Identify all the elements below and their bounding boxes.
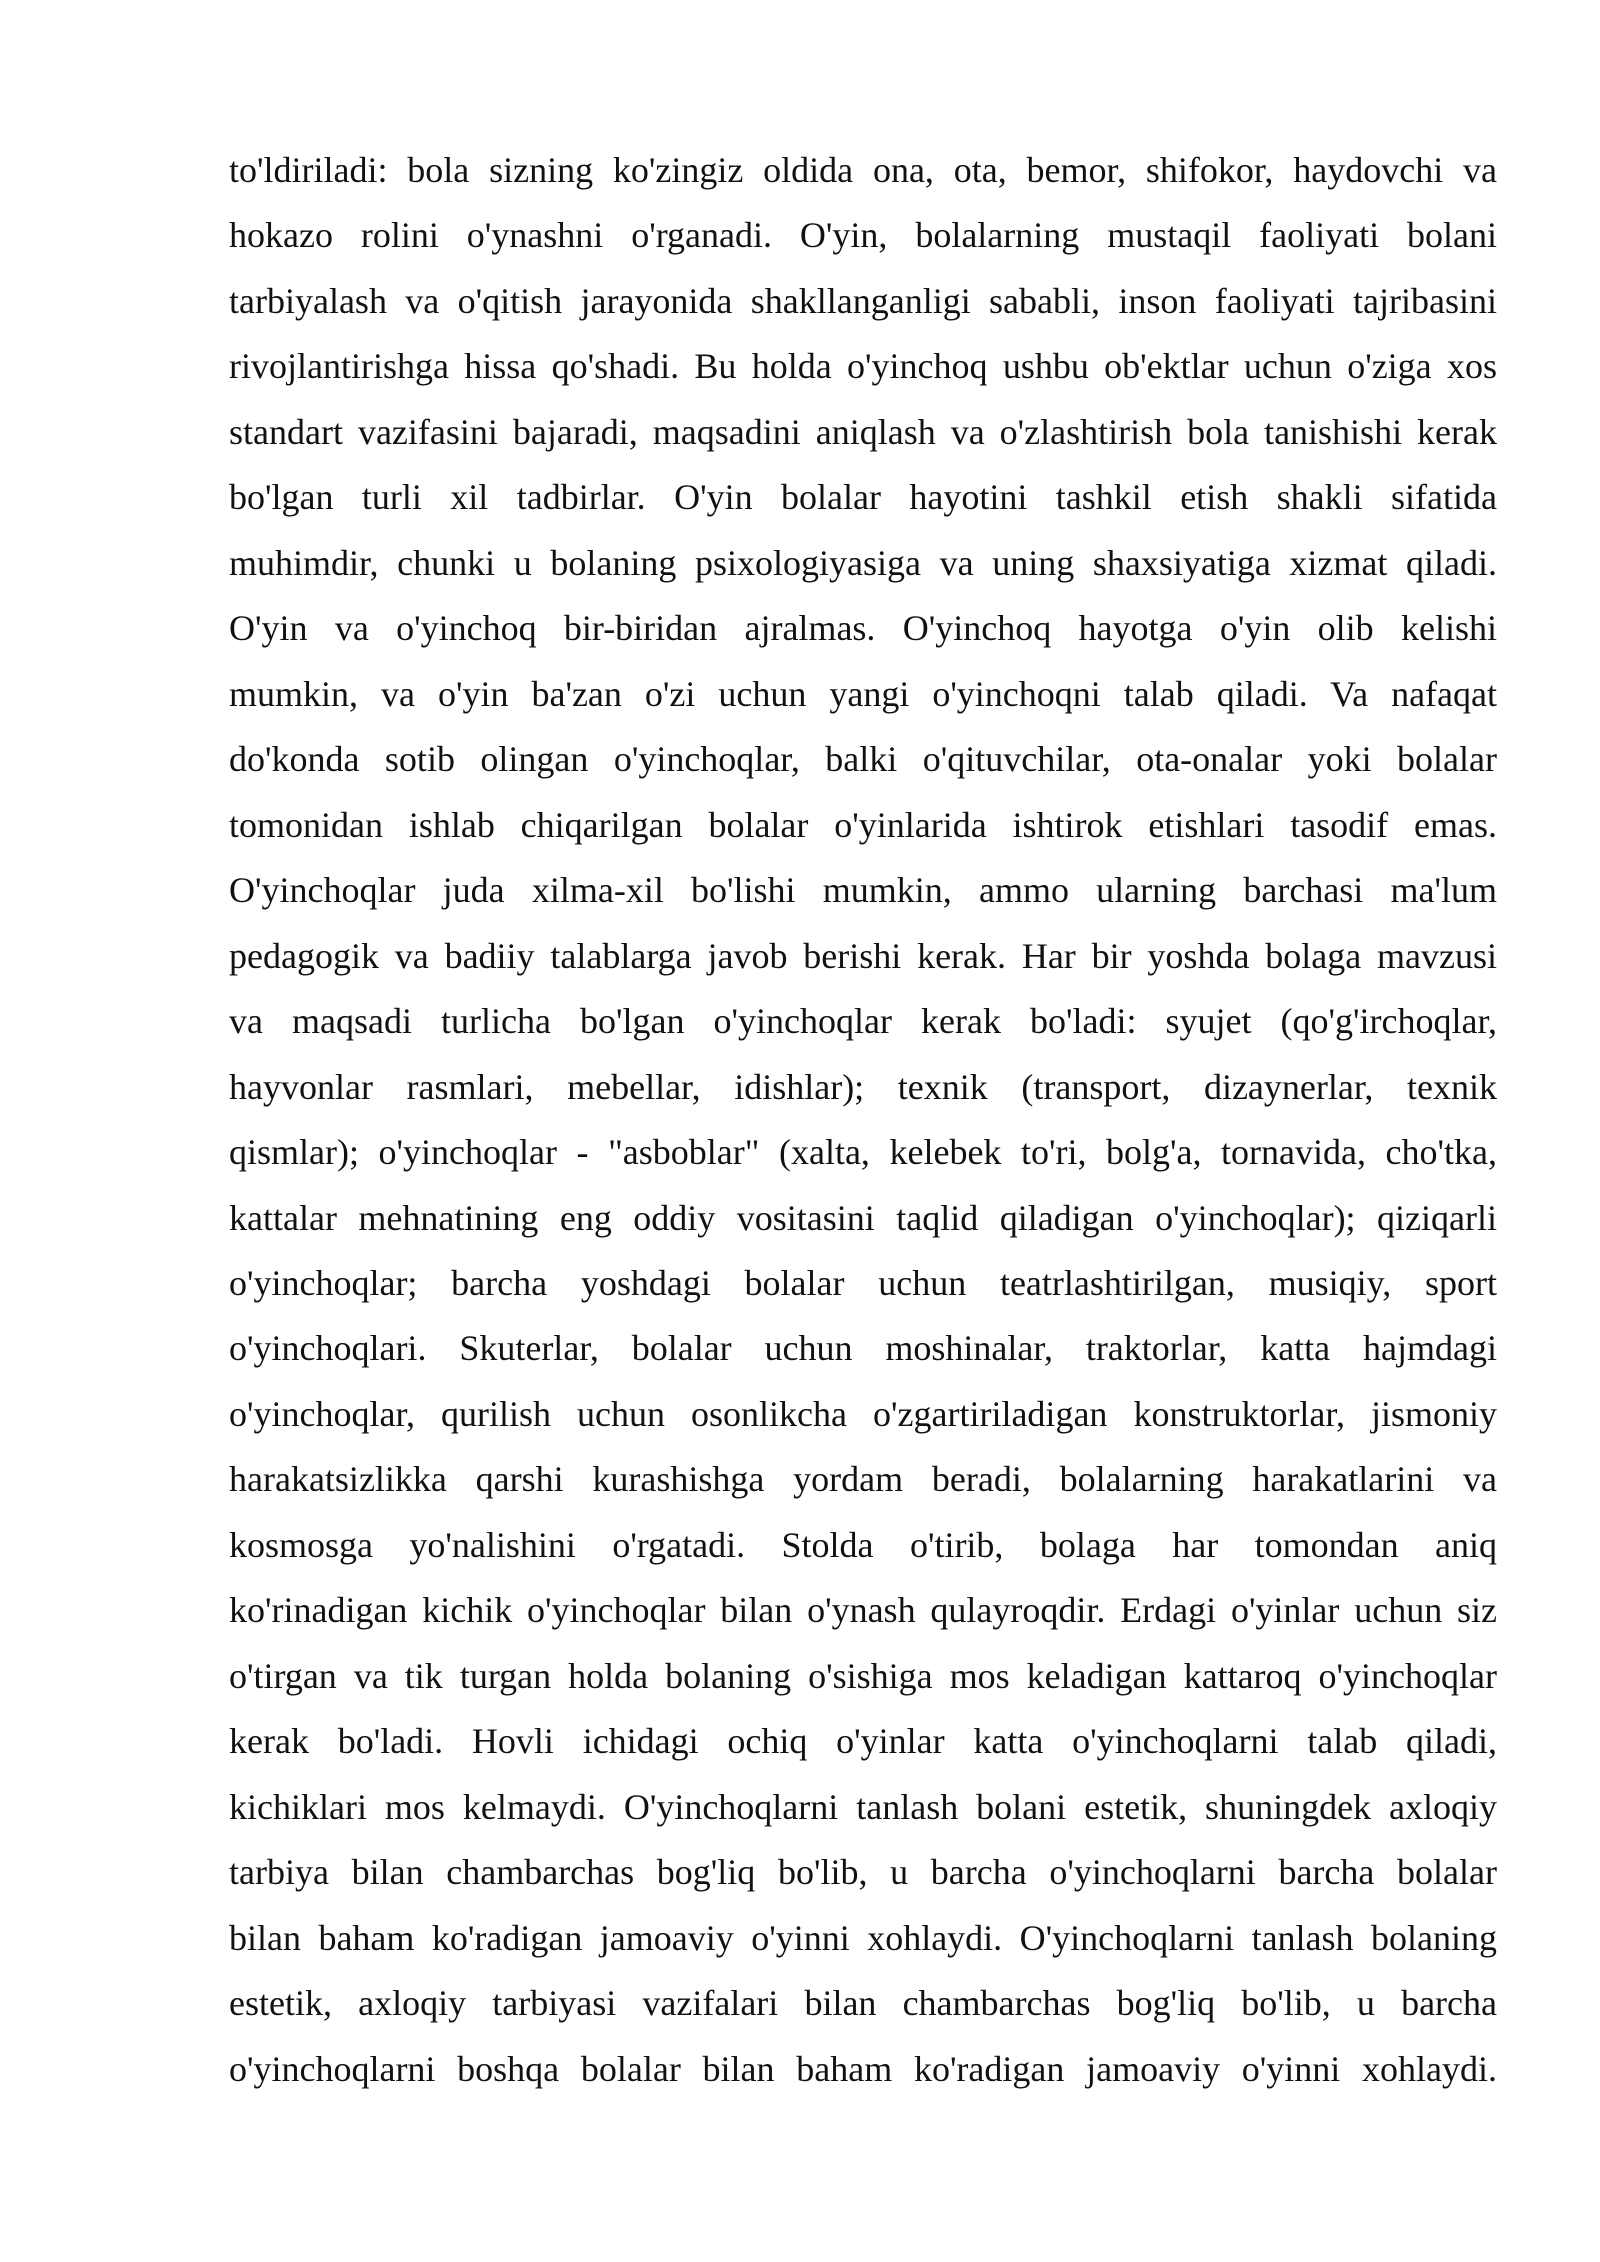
text-line: muhimdir, chunki u bolaning psixologiyasiga va uning shaxsiyatiga xizmat qiladi.	[229, 542, 1497, 583]
text-line: O'yin va o'yinchoq bir-biridan ajralmas. O'yinchoq hayotga o'yin olib kelishi	[229, 608, 1497, 649]
text-line: o'yinchoqlar, qurilish uchun osonlikcha o'zgartiriladigan konstruktorlar, jismoniy	[229, 1393, 1497, 1434]
text-line: kichiklari mos kelmaydi. O'yinchoqlarni tanlash bolani estetik, shuningdek axloqiy	[229, 1786, 1497, 1827]
text-line: to'ldiriladi: bola sizning ko'zingiz oldida ona, ota, bemor, shifokor, haydovchi va	[229, 150, 1497, 190]
text-line: standart vazifasini bajaradi, maqsadini aniqlash va o'zlashtirish bola tanishishi kerak	[229, 411, 1497, 452]
text-line: qismlar); o'yinchoqlar - "asboblar" (xalta, kelebek to'ri, bolg'a, tornavida, cho'tka,	[229, 1132, 1497, 1173]
text-line: o'yinchoqlarni boshqa bolalar bilan baham ko'radigan jamoaviy o'yinni xohlaydi.	[229, 2048, 1497, 2089]
text-line: tarbiya bilan chambarchas bog'liq bo'lib, u barcha o'yinchoqlarni barcha bolalar	[229, 1852, 1497, 1893]
text-line: harakatsizlikka qarshi kurashishga yordam beradi, bolalarning harakatlarini va	[229, 1459, 1497, 1500]
text-line: estetik, axloqiy tarbiyasi vazifalari bilan chambarchas bog'liq bo'lib, u barcha	[229, 1983, 1497, 2024]
text-line: bilan baham ko'radigan jamoaviy o'yinni xohlaydi. O'yinchoqlarni tanlash bolaning	[229, 1917, 1497, 1958]
text-line: pedagogik va badiiy talablarga javob berishi kerak. Har bir yoshda bolaga mavzusi	[229, 935, 1497, 976]
text-line: rivojlantirishga hissa qo'shadi. Bu holda o'yinchoq ushbu ob'ektlar uchun o'ziga xos	[229, 346, 1497, 387]
text-line: o'tirgan va tik turgan holda bolaning o'sishiga mos keladigan kattaroq o'yinchoqlar	[229, 1655, 1497, 1696]
text-line: hokazo rolini o'ynashni o'rganadi. O'yin, bolalarning mustaqil faoliyati bolani	[229, 215, 1497, 256]
text-line: O'yinchoqlar juda xilma-xil bo'lishi mumkin, ammo ularning barchasi ma'lum	[229, 870, 1497, 911]
text-line: kerak bo'ladi. Hovli ichidagi ochiq o'yinlar katta o'yinchoqlarni talab qiladi,	[229, 1721, 1497, 1762]
text-line: tarbiyalash va o'qitish jarayonida shakllanganligi sababli, inson faoliyati tajribasini	[229, 280, 1497, 321]
text-line: kattalar mehnatining eng oddiy vositasini taqlid qiladigan o'yinchoqlar); qiziqarli	[229, 1197, 1497, 1238]
text-line: o'yinchoqlari. Skuterlar, bolalar uchun moshinalar, traktorlar, katta hajmdagi	[229, 1328, 1497, 1369]
text-line: tomonidan ishlab chiqarilgan bolalar o'yinlarida ishtirok etishlari tasodif emas.	[229, 804, 1497, 845]
text-line: bo'lgan turli xil tadbirlar. O'yin bolalar hayotini tashkil etish shakli sifatida	[229, 477, 1497, 518]
body-paragraph	[229, 138, 1497, 2102]
text-line: mumkin, va o'yin ba'zan o'zi uchun yangi o'yinchoqni talab qiladi. Va nafaqat	[229, 673, 1497, 714]
text-line: do'konda sotib olingan o'yinchoqlar, balki o'qituvchilar, ota-onalar yoki bolalar	[229, 739, 1497, 780]
text-line: kosmosga yo'nalishini o'rgatadi. Stolda o'tirib, bolaga har tomondan aniq	[229, 1524, 1497, 1565]
text-line: ko'rinadigan kichik o'yinchoqlar bilan o'ynash qulayroqdir. Erdagi o'yinlar uchun siz	[229, 1590, 1497, 1631]
text-line: o'yinchoqlar; barcha yoshdagi bolalar uchun teatrlashtirilgan, musiqiy, sport	[229, 1262, 1497, 1303]
text-line: va maqsadi turlicha bo'lgan o'yinchoqlar kerak bo'ladi: syujet (qo'g'irchoqlar,	[229, 1001, 1497, 1042]
text-line: hayvonlar rasmlari, mebellar, idishlar); texnik (transport, dizaynerlar, texnik	[229, 1066, 1497, 1107]
